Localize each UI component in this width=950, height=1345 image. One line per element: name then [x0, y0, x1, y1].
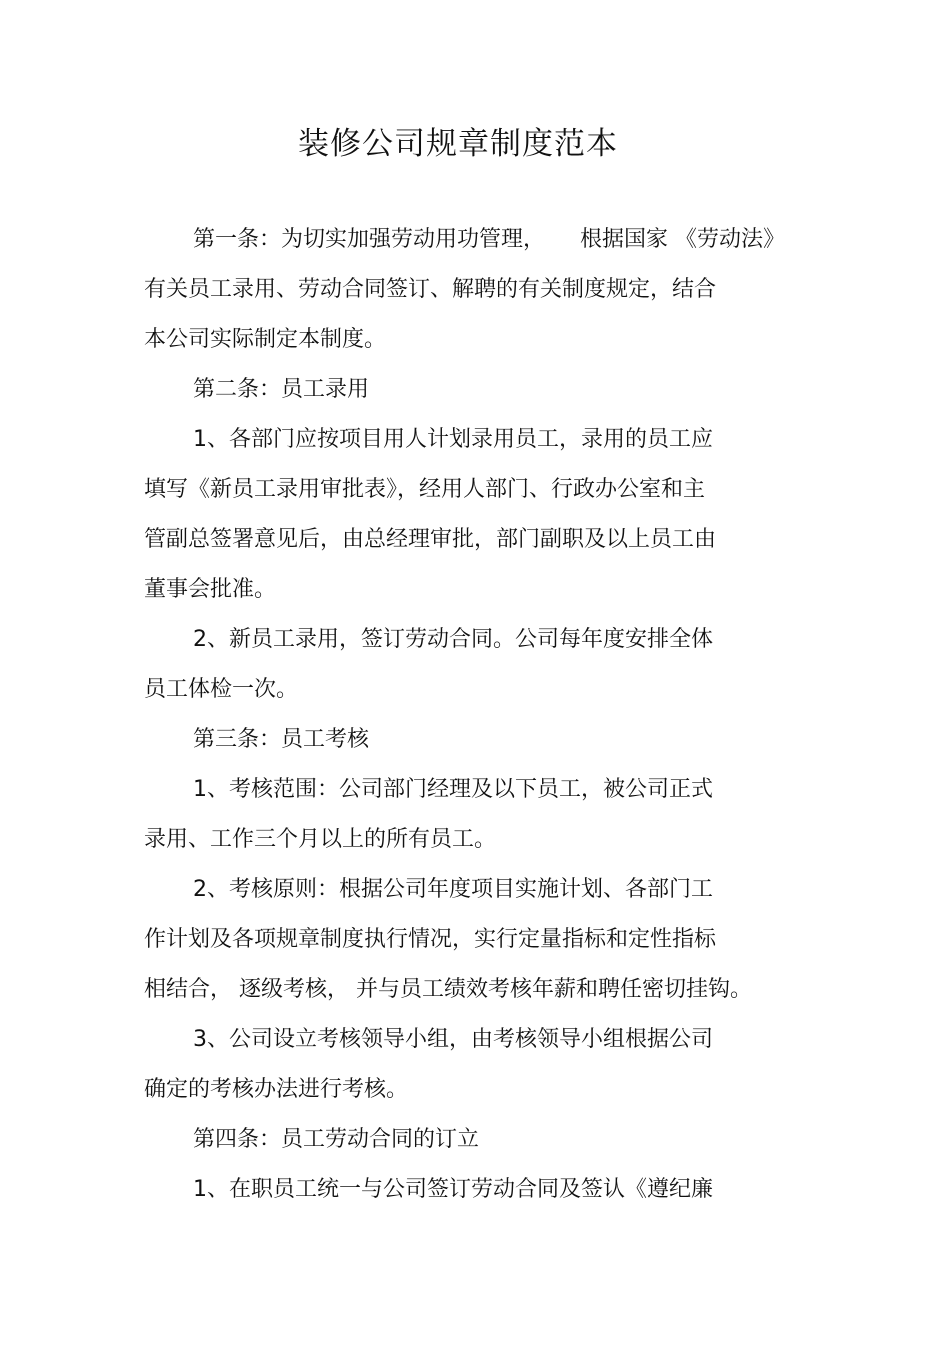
paragraph-line: 作计划及各项规章制度执行情况，实行定量指标和定性指标: [144, 927, 717, 952]
section-heading: 第三条：员工考核: [193, 727, 370, 752]
paragraph-line: 填写《新员工录用审批表》，经用人部门、行政办公室和主: [144, 477, 706, 502]
paragraph-line: 相结合， 逐级考核， 并与员工绩效考核年薪和聘任密切挂钩。: [144, 977, 752, 1002]
paragraph-line: 员工体检一次。: [144, 677, 299, 702]
paragraph-line: 1、考核范围：公司部门经理及以下员工，被公司正式: [193, 777, 713, 802]
paragraph-line: 2、考核原则：根据公司年度项目实施计划、各部门工: [193, 877, 713, 902]
section-heading: 第二条：员工录用: [193, 377, 370, 402]
paragraph-line: 本公司实际制定本制度。: [144, 327, 387, 352]
paragraph-line: 董事会批准。: [144, 577, 277, 602]
paragraph-line: 2、新员工录用，签订劳动合同。公司每年度安排全体: [193, 627, 713, 652]
paragraph-line: 1、各部门应按项目用人计划录用员工，录用的员工应: [193, 427, 713, 452]
paragraph-line: 第一条：为切实加强劳动用功管理， 根据国家 《劳动法》: [193, 227, 785, 252]
paragraph-line: 确定的考核办法进行考核。: [144, 1077, 409, 1102]
document-title: 装修公司规章制度范本: [298, 126, 618, 162]
paragraph-line: 3、公司设立考核领导小组，由考核领导小组根据公司: [193, 1027, 713, 1052]
section-heading: 第四条：员工劳动合同的订立: [193, 1127, 480, 1152]
paragraph-line: 管副总签署意见后，由总经理审批，部门副职及以上员工由: [144, 527, 717, 552]
paragraph-line: 录用、工作三个月以上的所有员工。: [144, 827, 497, 852]
paragraph-line: 1、在职员工统一与公司签订劳动合同及签认《遵纪廉: [193, 1177, 713, 1202]
paragraph-line: 有关员工录用、劳动合同签订、解聘的有关制度规定，结合: [144, 277, 717, 302]
